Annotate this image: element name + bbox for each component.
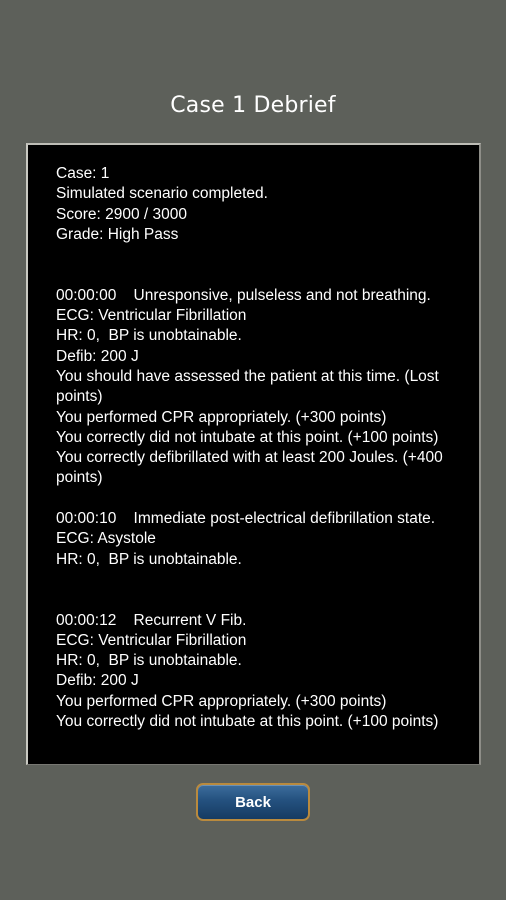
back-button[interactable]: Back <box>196 783 310 821</box>
debrief-scroll-panel[interactable] <box>26 143 481 765</box>
debrief-log-text: Case: 1 Simulated scenario completed. Score: 2900 / 3000 Grade: High Pass 00:00:00 Unresponsive, pulseless and not breathing. ECG: Ventricular Fibrillation HR: 0, BP is unobtainable. Defib: 200 J You should have assessed the patient at this time. (Lost points) You performed CPR appropriately. (+300 points) You correctly did not intubate at this point. (+100 points) You correctly defibrillated with at least 200 Joules. (+400 points) 00:00:10 Immediate post-electrical defibrillation state. ECG: Asystole HR: 0, BP is unobtainable. 00:00:12 Recurrent V Fib. ECG: Ventricular Fibrillation HR: 0, BP is unobtainable. Defib: 200 J You performed CPR appropriately. (+300 points) You correctly did not intubate at this point. (+100 points) <box>56 165 443 731</box>
page-title: Case 1 Debrief <box>170 93 336 118</box>
